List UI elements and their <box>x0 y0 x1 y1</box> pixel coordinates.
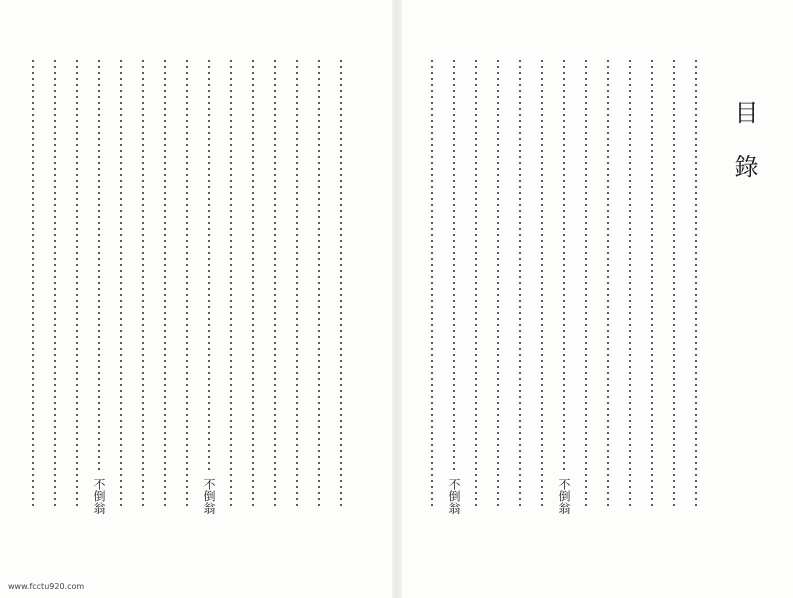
toc-entry-column <box>112 44 130 514</box>
toc-entry-column <box>156 44 174 514</box>
dotted-leader <box>274 58 276 510</box>
dotted-leader <box>695 58 697 510</box>
toc-entry-column <box>134 44 152 514</box>
dotted-leader <box>142 58 144 510</box>
toc-entry-column <box>178 44 196 514</box>
toc-entry-column <box>511 44 529 514</box>
book-gutter <box>392 0 402 598</box>
toc-entry-column <box>244 44 262 514</box>
toc-entry-column <box>577 44 595 514</box>
dotted-leader <box>607 58 609 510</box>
dotted-leader <box>98 58 100 474</box>
toc-author: 不倒翁 <box>202 478 216 514</box>
toc-entry-column <box>599 44 617 514</box>
dotted-leader <box>32 58 34 510</box>
dotted-leader <box>164 58 166 510</box>
toc-entry-column <box>68 44 86 514</box>
dotted-leader <box>340 58 342 510</box>
toc-entry-column <box>621 44 639 514</box>
toc-entry-column <box>310 44 328 514</box>
dotted-leader <box>76 58 78 510</box>
toc-entry-column <box>46 44 64 514</box>
dotted-leader <box>453 58 455 474</box>
dotted-leader <box>230 58 232 510</box>
toc-section-column <box>90 44 108 514</box>
dotted-leader <box>519 58 521 510</box>
dotted-leader <box>585 58 587 510</box>
toc-section-column <box>555 44 573 514</box>
dotted-leader <box>431 58 433 510</box>
toc-section-column <box>200 44 218 514</box>
dotted-leader <box>497 58 499 510</box>
right-page <box>402 0 793 598</box>
toc-entry-column <box>423 44 441 514</box>
toc-entry-column <box>467 44 485 514</box>
dotted-leader <box>208 58 210 474</box>
toc-entry-column <box>643 44 661 514</box>
dotted-leader <box>54 58 56 510</box>
toc-section-column <box>445 44 463 514</box>
toc-entry-column <box>533 44 551 514</box>
left-page <box>0 0 392 598</box>
toc-author: 不倒翁 <box>92 478 106 514</box>
dotted-leader <box>673 58 675 510</box>
dotted-leader <box>651 58 653 510</box>
dotted-leader <box>541 58 543 510</box>
toc-entry-column <box>222 44 240 514</box>
toc-entry-column <box>332 44 350 514</box>
toc-entry-column <box>288 44 306 514</box>
contents-heading: 目錄 <box>730 100 758 208</box>
dotted-leader <box>629 58 631 510</box>
dotted-leader <box>186 58 188 510</box>
dotted-leader <box>296 58 298 510</box>
site-watermark-text: www.fcctu920.com <box>8 582 85 591</box>
toc-author: 不倒翁 <box>557 478 571 514</box>
dotted-leader <box>475 58 477 510</box>
toc-section-column <box>687 44 705 514</box>
dotted-leader <box>120 58 122 510</box>
dotted-leader <box>252 58 254 510</box>
dotted-leader <box>563 58 565 474</box>
toc-author: 不倒翁 <box>447 478 461 514</box>
toc-entry-column <box>266 44 284 514</box>
toc-entry-column <box>489 44 507 514</box>
toc-entry-column <box>665 44 683 514</box>
toc-entry-column <box>24 44 42 514</box>
dotted-leader <box>318 58 320 510</box>
